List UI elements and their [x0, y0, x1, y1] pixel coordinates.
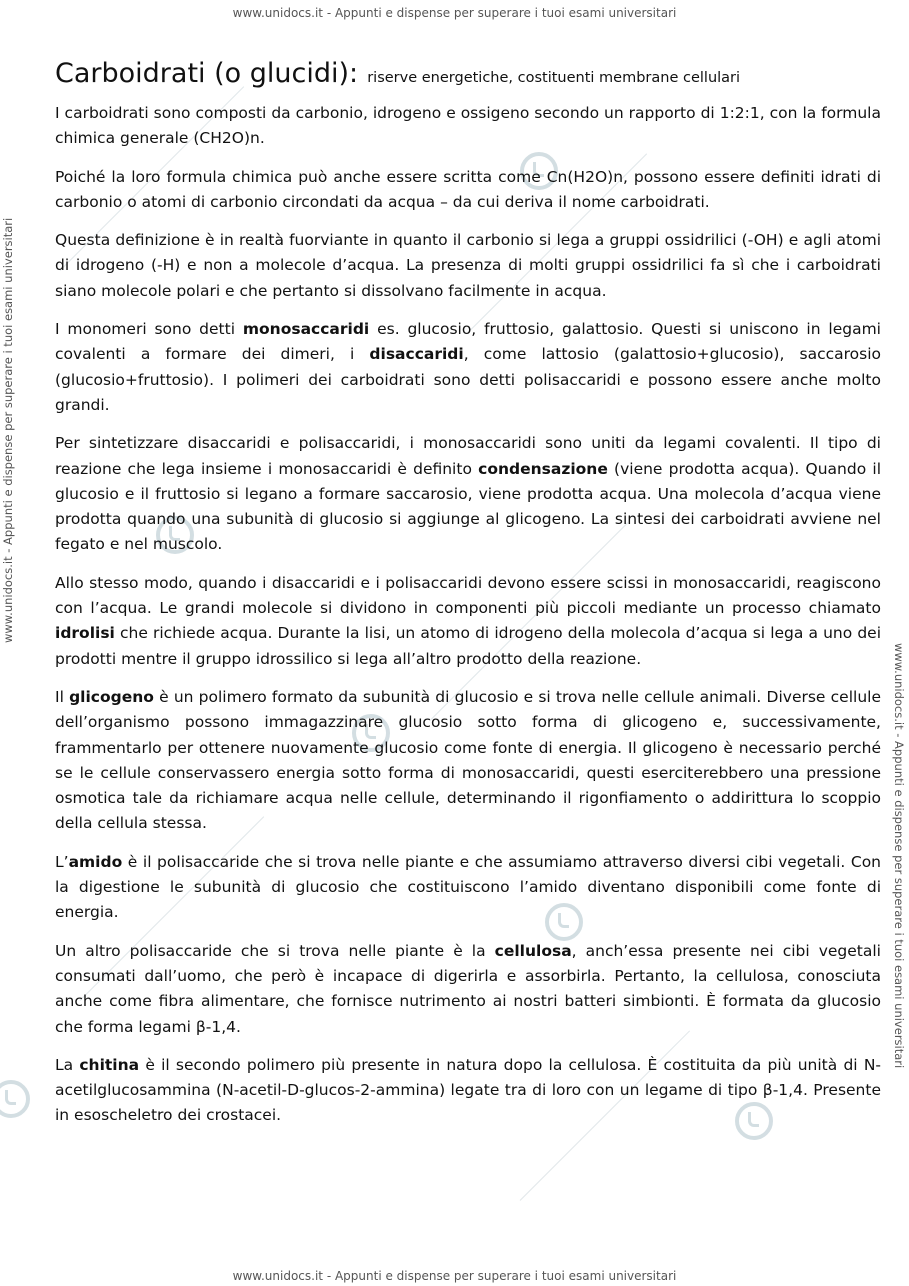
- text-run: Il: [55, 687, 70, 706]
- paragraph: [55, 101, 881, 152]
- text-run: è il secondo polimero più presente in natura dopo la cellulosa. È costituita da più unità di N-acetilglucosammina (N-acetil-D-glucos-2-ammina) legate tra di loro con un legame di tipo β-1,4. Presente in esoscheletro dei crostacei.: [55, 1055, 882, 1125]
- text-run: Poiché la loro formula chimica può anche essere scritta come Cn(H2O)n, possono essere definiti idrati di carbonio o atomi di carbonio circondati da acqua – da cui deriva il nome carboidrati.: [55, 167, 881, 211]
- text-run: è il polisaccaride che si trova nelle piante e che assumiamo attraverso diversi cibi vegetali. Con la digestione le subunità di glucosio che costituiscono l’amido diventano disponibili come fonte di energia.: [55, 852, 881, 922]
- bold-term: chitina: [79, 1055, 140, 1074]
- bold-term: cellulosa: [494, 941, 572, 960]
- paragraph: [55, 939, 881, 1040]
- paragraph: [55, 317, 881, 418]
- text-run: Questa definizione è in realtà fuorviante in quanto il carbonio si lega a gruppi ossidrilici (-OH) e agli atomi di idrogeno (-H) e non a molecole d’acqua. La presenza di molti gruppi ossidrilici fa sì che i carboidrati siano molecole polari e che pertanto si dissolvano facilmente in acqua.: [55, 231, 881, 300]
- watermark-top-text: www.unidocs.it - Appunti e dispense per superare i tuoi esami universitari: [232, 6, 677, 20]
- text-run: , anch’essa presente nei cibi vegetali consumati dall’uomo, che però è incapace di digerirla e assorbirla. Pertanto, la cellulosa, conosciuta anche come fibra alimentare, che fornisce nutrimento ai nostri batteri simbionti. È formata da glucosio che forma legami β-1,4.: [55, 941, 881, 1036]
- text-run: , come lattosio (galattosio+glucosio), saccarosio (glucosio+fruttosio). I polimeri dei carboidrati sono detti polisaccaridi e possono essere anche molto grandi.: [55, 345, 881, 414]
- bold-term: glicogeno: [69, 687, 154, 706]
- text-run: L’: [55, 852, 69, 871]
- text-run: es. glucosio, fruttosio, galattosio. Questi si uniscono in legami covalenti a formare dei dimeri, i: [55, 320, 881, 364]
- paragraph: [55, 850, 881, 926]
- text-run: Un altro polisaccaride che si trova nelle piante è la: [55, 941, 495, 960]
- bold-term: idrolisi: [55, 624, 115, 643]
- watermark-logo-icon: [0, 1080, 30, 1118]
- text-run: I monomeri sono detti: [55, 320, 243, 339]
- bold-term: amido: [68, 852, 123, 871]
- paragraph: [55, 685, 881, 837]
- page-title: Carboidrati (o glucidi):: [55, 58, 359, 89]
- watermark-bottom-text: www.unidocs.it - Appunti e dispense per superare i tuoi esami universitari: [232, 1269, 677, 1283]
- text-run: Per sintetizzare disaccaridi e polisaccaridi, i monosaccaridi sono uniti da legami covalenti. Il tipo di reazione che lega insieme i monosaccaridi è definito: [55, 434, 881, 478]
- text-run: I carboidrati sono composti da carbonio, idrogeno e ossigeno secondo un rapporto di 1:2:1, con la formula chimica generale (CH2O)n.: [55, 104, 881, 148]
- text-run: che richiede acqua. Durante la lisi, un atomo di idrogeno della molecola d’acqua si lega a uno dei prodotti mentre il gruppo idrossilico si lega all’altro prodotto della reazione.: [55, 624, 881, 668]
- text-run: (viene prodotta acqua). Quando il glucosio e il fruttosio si legano a formare saccarosio, viene prodotta acqua. Una molecola d’acqua viene prodotta quando una subunità di glucosio si aggiunge al glicogeno. La sintesi dei carboidrati avviene nel fegato e nel muscolo.: [55, 459, 881, 554]
- bold-term: monosaccaridi: [242, 320, 370, 339]
- document-body: [55, 58, 881, 1142]
- paragraph: [55, 228, 881, 304]
- text-run: è un polimero formato da subunità di glucosio e si trova nelle cellule animali. Diverse cellule dell’organismo possono immagazzinare glucosio sotto forma di glicogeno e, successivamente, frammentarlo per ottenere nuovamente glucosio come fonte di energia. Il glicogeno è necessario perché se le cellule conservassero energia sotto forma di monosaccaridi, questi eserciterebbero una pressione osmotica tale da richiamare acqua nelle cellule, determinando il rigonfiamento o addirittura lo scoppio della cellula stessa.: [55, 687, 881, 833]
- heading: [55, 58, 881, 89]
- text-run: La: [55, 1055, 80, 1074]
- paragraph: [55, 165, 881, 216]
- paragraph-list: [55, 101, 881, 1129]
- page-subtitle: riserve energetiche, costituenti membrane cellulari: [367, 70, 741, 86]
- paragraph: [55, 431, 881, 557]
- bold-term: condensazione: [478, 459, 608, 478]
- paragraph: [55, 1053, 881, 1129]
- text-run: Allo stesso modo, quando i disaccaridi e i polisaccaridi devono essere scissi in monosaccaridi, reagiscono con l’acqua. Le grandi molecole si dividono in componenti più piccoli mediante un processo chiamato: [55, 573, 881, 618]
- paragraph: [55, 571, 881, 672]
- bold-term: disaccaridi: [369, 345, 464, 364]
